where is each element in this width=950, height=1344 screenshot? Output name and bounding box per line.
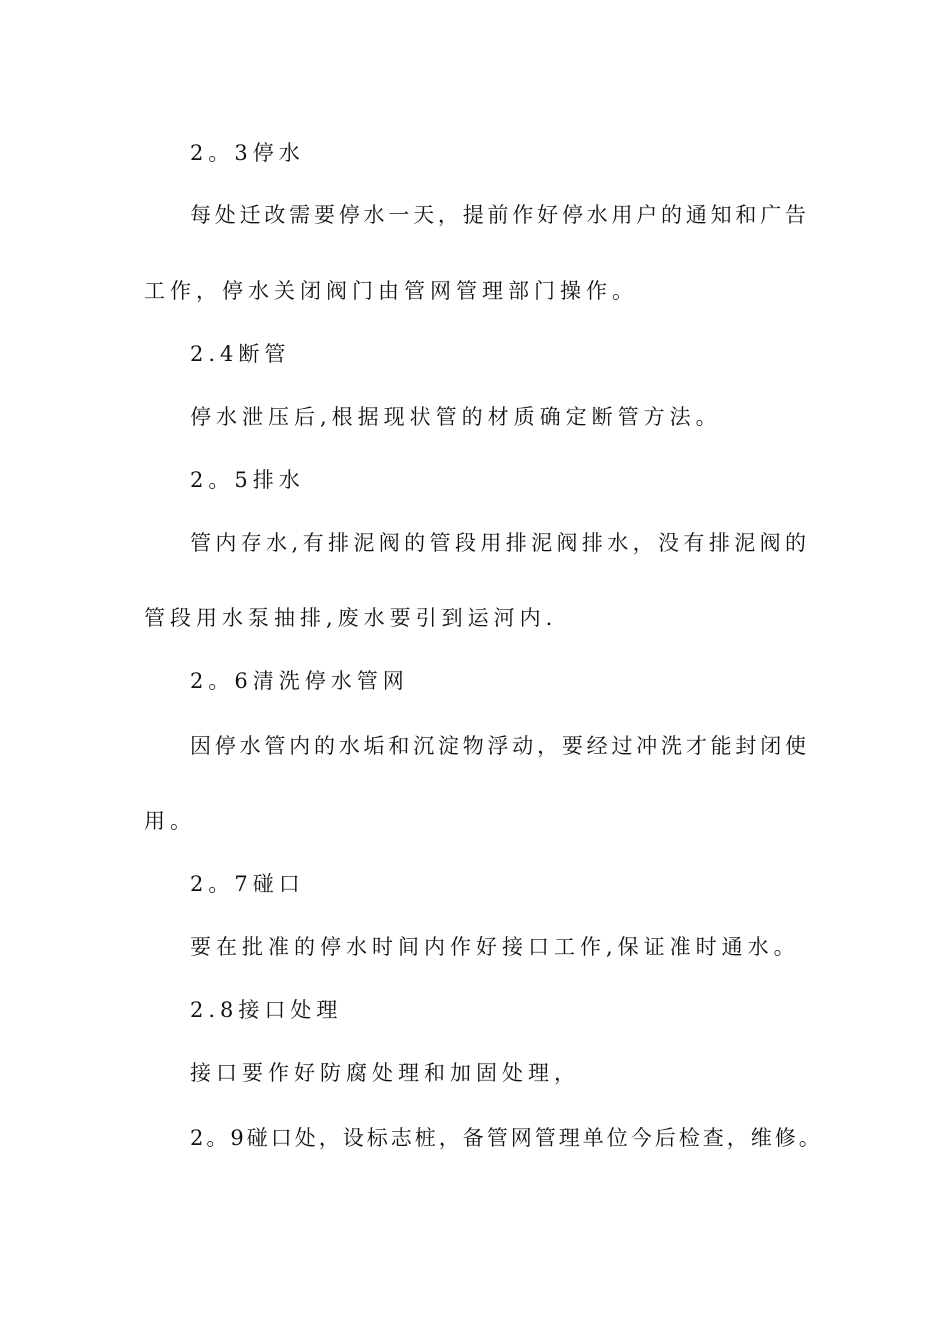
section-heading-2-4: 2.4断管 — [190, 342, 291, 366]
paragraph-line: 工作，停水关闭阀门由管网管理部门操作。 — [144, 279, 638, 303]
section-heading-2-9: 2。9碰口处，设标志桩，备管网管理单位今后检查，维修。 — [190, 1126, 823, 1150]
section-heading-2-3: 2。3停水 — [190, 141, 305, 165]
paragraph-line: 管段用水泵抽排,废水要引到运河内. — [144, 606, 558, 630]
paragraph-line: 管内存水,有排泥阀的管段用排泥阀排水，没有排泥阀的 — [190, 531, 806, 555]
section-heading-2-5: 2。5排水 — [190, 468, 305, 492]
paragraph-line: 要在批准的停水时间内作好接口工作,保证准时通水。 — [190, 935, 800, 959]
section-heading-2-6: 2。6清洗停水管网 — [190, 669, 409, 693]
paragraph-line: 因停水管内的水垢和沉淀物浮动，要经过冲洗才能封闭使 — [190, 734, 806, 758]
paragraph-line: 用。 — [144, 809, 196, 833]
section-heading-2-7: 2。7碰口 — [190, 872, 305, 896]
paragraph-line: 接口要作好防腐处理和加固处理， — [190, 1061, 580, 1085]
paragraph-line: 停水泄压后,根据现状管的材质确定断管方法。 — [190, 405, 722, 429]
paragraph-line: 每处迁改需要停水一天，提前作好停水用户的通知和广告 — [190, 203, 806, 227]
section-heading-2-8: 2.8接口处理 — [190, 998, 343, 1022]
